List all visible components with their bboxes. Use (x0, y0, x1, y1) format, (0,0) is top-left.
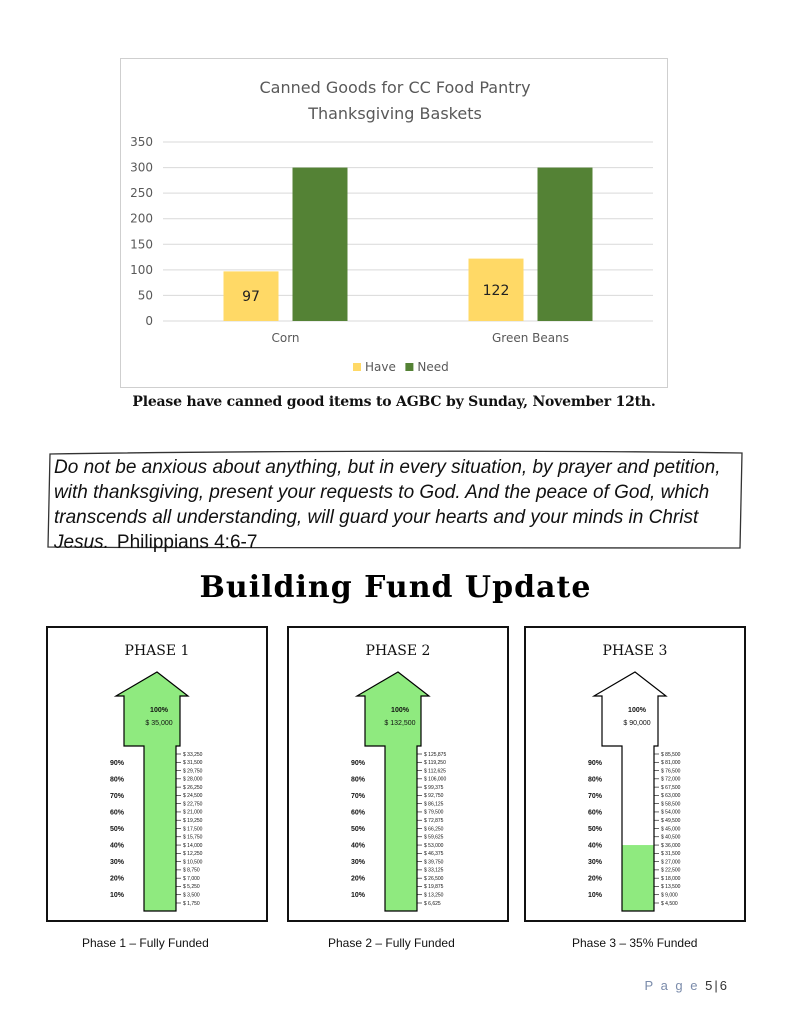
amount-label: $ 10,500 (183, 859, 203, 866)
percent-label: 80% (109, 776, 124, 784)
verse-reference: Philippians 4:6-7 (116, 532, 258, 553)
percent-label: 40% (587, 842, 602, 850)
amount-label: $ 12,250 (183, 851, 203, 858)
amount-label: $ 28,000 (183, 776, 203, 783)
phase-3-thermometer (526, 628, 744, 920)
percent-label: 80% (587, 776, 602, 784)
percent-label: 60% (350, 809, 365, 817)
amount-label: $ 7,000 (183, 875, 200, 882)
percent-label: 20% (350, 875, 365, 883)
y-tick-label: 50 (137, 288, 153, 303)
percent-label: 40% (350, 842, 365, 850)
amount-label: $ 40,500 (661, 834, 681, 841)
amount-label: $ 22,500 (661, 867, 681, 874)
percent-label: 60% (587, 809, 602, 817)
phase-2-caption: Phase 2 – Fully Funded (328, 936, 455, 950)
percent-label: 40% (109, 842, 124, 850)
percent-label: 50% (587, 826, 602, 833)
amount-label: $ 31,500 (661, 851, 681, 858)
data-label: 97 (242, 289, 260, 306)
percent-label: 70% (109, 792, 124, 800)
bar-chart (121, 59, 667, 387)
amount-label: $ 119,250 (424, 760, 446, 767)
percent-label: 30% (350, 859, 365, 867)
chart-caption: Please have canned good items to AGBC by Sunday, November 12th. (132, 394, 656, 410)
amount-label: $ 76,500 (661, 768, 681, 775)
percent-label: 10% (109, 892, 124, 900)
amount-label: $ 85,500 (661, 751, 681, 758)
thermometer-fill (622, 845, 654, 911)
amount-label: $ 9,000 (661, 892, 678, 899)
amount-label: $ 26,250 (183, 784, 203, 791)
percent-label: 20% (109, 875, 124, 883)
verse-quote: Do not be anxious about anything, but in every situation, by prayer and petition, with thanksgiving, present your requests to God. And the peace of God, which transcends all understanding, will guard your hearts and your minds in Christ Jesus. (54, 457, 721, 553)
amount-label: $ 72,875 (424, 818, 444, 825)
amount-label: $ 86,125 (424, 801, 444, 808)
amount-label: $ 4,500 (661, 900, 678, 907)
percent-label: 30% (587, 859, 602, 867)
amount-label: $ 58,500 (661, 801, 681, 808)
goal-amount: $ 90,000 (623, 720, 651, 727)
amount-label: $ 63,000 (661, 793, 681, 800)
percent-label: 70% (587, 792, 602, 800)
y-tick-label: 0 (145, 314, 153, 328)
amount-label: $ 3,500 (183, 892, 200, 899)
goal-amount: $ 132,500 (384, 720, 416, 727)
phase-1-thermometer (48, 628, 266, 920)
bar-need (293, 168, 348, 321)
top-percent-label: 100% (150, 707, 168, 714)
amount-label: $ 81,000 (661, 760, 681, 767)
amount-label: $ 8,750 (183, 867, 200, 874)
amount-label: $ 6,625 (424, 900, 441, 907)
amount-label: $ 54,000 (661, 809, 681, 816)
page-separator: | (714, 978, 718, 993)
page-footer (645, 978, 727, 993)
percent-label: 60% (109, 809, 124, 817)
page-number: 5 (705, 978, 713, 993)
legend-swatch (405, 363, 413, 371)
amount-label: $ 29,750 (183, 768, 203, 775)
goal-amount: $ 35,000 (145, 720, 173, 727)
y-tick-label: 150 (130, 237, 153, 252)
y-tick-label: 300 (130, 160, 153, 175)
verse-text (54, 455, 744, 555)
amount-label: $ 22,750 (183, 801, 203, 808)
percent-label: 70% (350, 792, 365, 800)
phase-2-box (287, 626, 509, 922)
top-percent-label: 100% (628, 707, 646, 714)
chart-frame (120, 58, 668, 388)
amount-label: $ 27,000 (661, 859, 681, 866)
chart-title-line: Canned Goods for CC Food Pantry (259, 78, 531, 97)
amount-label: $ 39,750 (424, 859, 444, 866)
amount-label: $ 112,625 (424, 768, 446, 775)
legend-swatch (353, 363, 361, 371)
amount-label: $ 72,000 (661, 776, 681, 783)
data-label: 122 (482, 282, 510, 299)
phase-3-caption: Phase 3 – 35% Funded (572, 936, 698, 950)
amount-label: $ 36,000 (661, 842, 681, 849)
y-tick-label: 100 (130, 262, 153, 277)
phase-3-box (524, 626, 746, 922)
percent-label: 80% (350, 776, 365, 784)
amount-label: $ 26,500 (424, 875, 444, 882)
y-tick-label: 250 (130, 186, 153, 201)
phase-title: PHASE 1 (124, 643, 190, 659)
amount-label: $ 99,375 (424, 784, 444, 791)
verse-box (42, 448, 750, 552)
amount-label: $ 13,500 (661, 884, 681, 891)
y-tick-label: 350 (130, 135, 153, 149)
amount-label: $ 18,000 (661, 875, 681, 882)
amount-label: $ 1,750 (183, 900, 200, 907)
amount-label: $ 106,000 (424, 776, 447, 783)
amount-label: $ 79,500 (424, 809, 444, 816)
percent-label: 10% (350, 892, 365, 900)
phase-2-thermometer (289, 628, 507, 920)
amount-label: $ 33,250 (183, 751, 203, 758)
amount-label: $ 24,500 (183, 793, 203, 800)
legend-label: Need (417, 360, 449, 374)
percent-label: 20% (587, 875, 602, 883)
amount-label: $ 17,500 (183, 826, 203, 833)
percent-label: 90% (350, 759, 365, 767)
amount-label: $ 31,500 (183, 760, 203, 767)
chart-title-line: Thanksgiving Baskets (308, 104, 482, 123)
amount-label: $ 92,750 (424, 793, 444, 800)
amount-label: $ 66,250 (424, 826, 444, 833)
amount-label: $ 45,000 (661, 826, 681, 833)
phase-1-box (46, 626, 268, 922)
page-total: 6 (719, 978, 727, 993)
y-tick-label: 200 (130, 211, 153, 226)
phase-title: PHASE 2 (365, 643, 431, 659)
x-category-label: Green Beans (492, 331, 569, 345)
x-category-label: Corn (271, 331, 300, 345)
amount-label: $ 15,750 (183, 834, 203, 841)
amount-label: $ 19,875 (424, 884, 444, 891)
amount-label: $ 33,125 (424, 867, 444, 874)
amount-label: $ 19,250 (183, 818, 203, 825)
top-percent-label: 100% (391, 707, 409, 714)
amount-label: $ 21,000 (183, 809, 203, 816)
percent-label: 30% (109, 859, 124, 867)
phase-title: PHASE 3 (602, 643, 668, 659)
phase-1-caption: Phase 1 – Fully Funded (82, 936, 209, 950)
amount-label: $ 59,625 (424, 834, 444, 841)
amount-label: $ 49,500 (661, 818, 681, 825)
page-label: P a g e (644, 978, 700, 993)
amount-label: $ 5,250 (183, 884, 200, 891)
amount-label: $ 13,250 (424, 892, 444, 899)
bar-need (538, 168, 593, 321)
legend-label: Have (365, 360, 396, 374)
amount-label: $ 46,375 (424, 851, 444, 858)
percent-label: 10% (587, 892, 602, 900)
amount-label: $ 67,500 (661, 784, 681, 791)
amount-label: $ 14,000 (183, 842, 203, 849)
percent-label: 90% (109, 759, 124, 767)
percent-label: 50% (350, 826, 365, 833)
percent-label: 90% (587, 759, 602, 767)
amount-label: $ 53,000 (424, 842, 444, 849)
section-heading: Building Fund Update (199, 570, 592, 605)
percent-label: 50% (109, 826, 124, 833)
amount-label: $ 125,875 (424, 751, 447, 758)
